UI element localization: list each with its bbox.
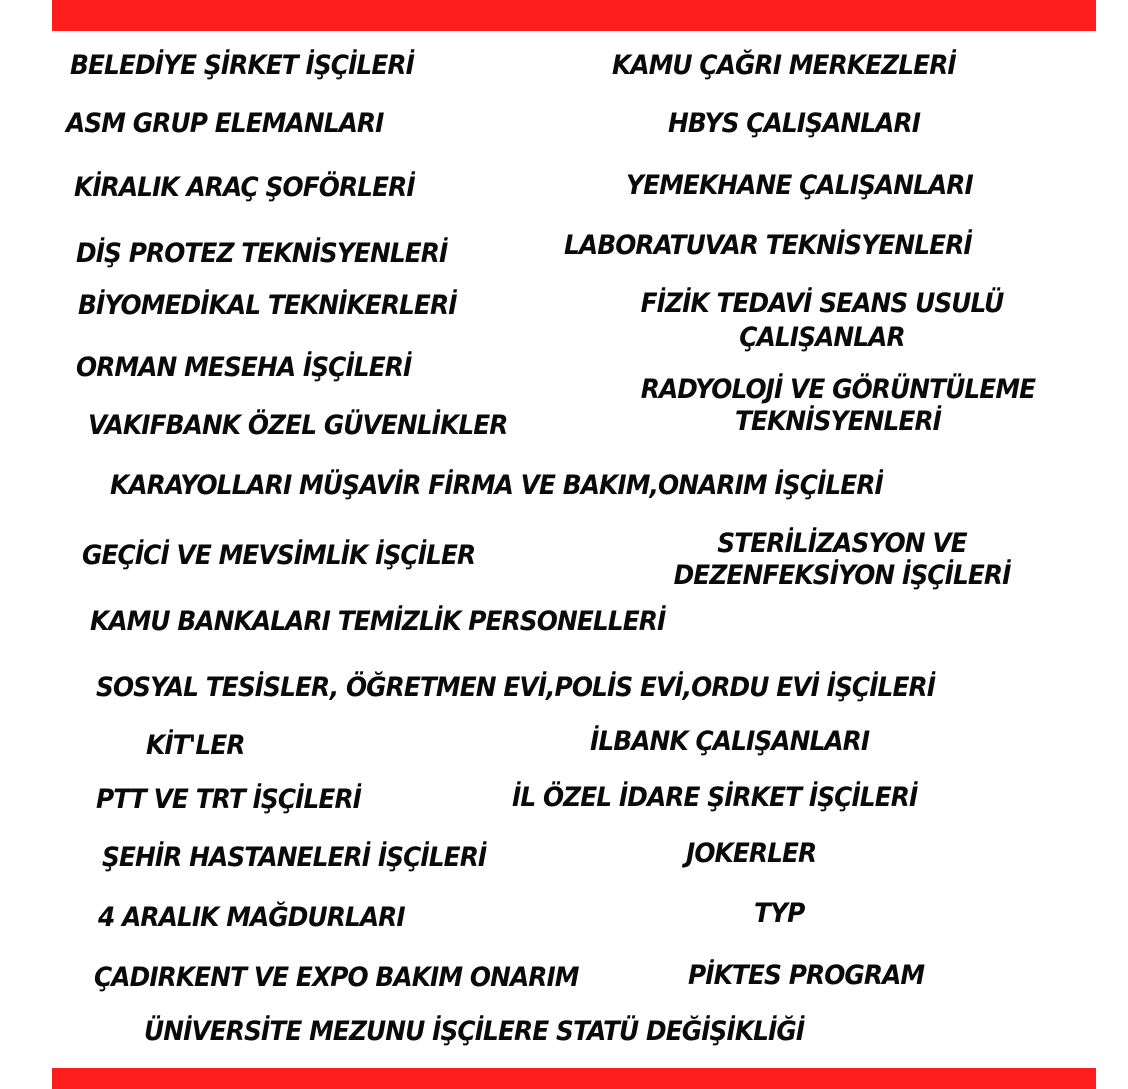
item-fizik-tedavi-line-2: ÇALIŞANLAR bbox=[739, 322, 905, 353]
item-cadirkent-ve-expo: ÇADIRKENT VE EXPO BAKIM ONARIM bbox=[94, 962, 579, 993]
item-laboratuvar-teknisyenleri: LABORATUVAR TEKNİSYENLERİ bbox=[564, 230, 972, 261]
item-karayollari-musavir-firma: KARAYOLLARI MÜŞAVİR FİRMA VE BAKIM,ONARIM İŞÇİLERİ bbox=[110, 470, 883, 501]
item-kamu-cagri-merkezleri: KAMU ÇAĞRI MERKEZLERİ bbox=[612, 50, 956, 81]
item-ptt-ve-trt-iscileri: PTT VE TRT İŞÇİLERİ bbox=[96, 784, 362, 815]
item-sterilizasyon-line-1: STERİLİZASYON VE bbox=[717, 528, 967, 559]
item-jokerler: JOKERLER bbox=[686, 838, 817, 869]
item-yemekhane-calisanlari: YEMEKHANE ÇALIŞANLARI bbox=[626, 170, 973, 201]
item-sehir-hastaneleri-iscileri: ŞEHİR HASTANELERİ İŞÇİLERİ bbox=[102, 842, 487, 873]
top-red-bar bbox=[52, 0, 1096, 31]
item-il-ozel-idare-sirket-iscileri: İL ÖZEL İDARE ŞİRKET İŞÇİLERİ bbox=[512, 782, 918, 813]
item-radyoloji-line-1: RADYOLOJİ VE GÖRÜNTÜLEME bbox=[640, 374, 1036, 405]
item-piktes-program: PİKTES PROGRAM bbox=[688, 960, 925, 991]
item-kamu-bankalari-temizlik: KAMU BANKALARI TEMİZLİK PERSONELLERİ bbox=[90, 606, 666, 637]
item-asm-grup-elemanlari: ASM GRUP ELEMANLARI bbox=[66, 108, 384, 139]
item-orman-meseha-iscileri: ORMAN MESEHA İŞÇİLERİ bbox=[76, 352, 412, 383]
item-typ: TYP bbox=[754, 898, 805, 929]
item-hbys-calisanlari: HBYS ÇALIŞANLARI bbox=[668, 108, 921, 139]
item-fizik-tedavi-line-1: FİZİK TEDAVİ SEANS USULÜ bbox=[640, 288, 1004, 319]
item-ilbank-calisanlari: İLBANK ÇALIŞANLARI bbox=[590, 726, 870, 757]
item-kiralik-arac-soforleri: KİRALIK ARAÇ ŞOFÖRLERİ bbox=[74, 172, 415, 203]
item-gecici-ve-mevsimlik-isciler: GEÇİCİ VE MEVSİMLİK İŞÇİLER bbox=[82, 540, 476, 571]
item-belediye-sirket-iscileri: BELEDİYE ŞİRKET İŞÇİLERİ bbox=[70, 50, 414, 81]
item-dis-protez-teknisyenleri: DİŞ PROTEZ TEKNİSYENLERİ bbox=[76, 238, 448, 269]
bottom-red-bar bbox=[52, 1068, 1096, 1089]
item-radyoloji-line-2: TEKNİSYENLERİ bbox=[734, 406, 942, 437]
item-sosyal-tesisler: SOSYAL TESİSLER, ÖĞRETMEN EVİ,POLİS EVİ,ORDU EVİ İŞÇİLERİ bbox=[96, 672, 936, 703]
item-universite-mezunu-isciler: ÜNİVERSİTE MEZUNU İŞÇİLERE STATÜ DEĞİŞİKLİĞİ bbox=[144, 1016, 805, 1047]
item-sterilizasyon-line-2: DEZENFEKSİYON İŞÇİLERİ bbox=[673, 560, 1011, 591]
item-4-aralik-magdurlari: 4 ARALIK MAĞDURLARI bbox=[98, 902, 405, 933]
item-biyomedikal-teknikerleri: BİYOMEDİKAL TEKNİKERLERİ bbox=[78, 290, 457, 321]
item-vakifbank-ozel-guvenlikler: VAKIFBANK ÖZEL GÜVENLİKLER bbox=[88, 410, 508, 441]
item-kitler: KİT'LER bbox=[146, 730, 245, 761]
